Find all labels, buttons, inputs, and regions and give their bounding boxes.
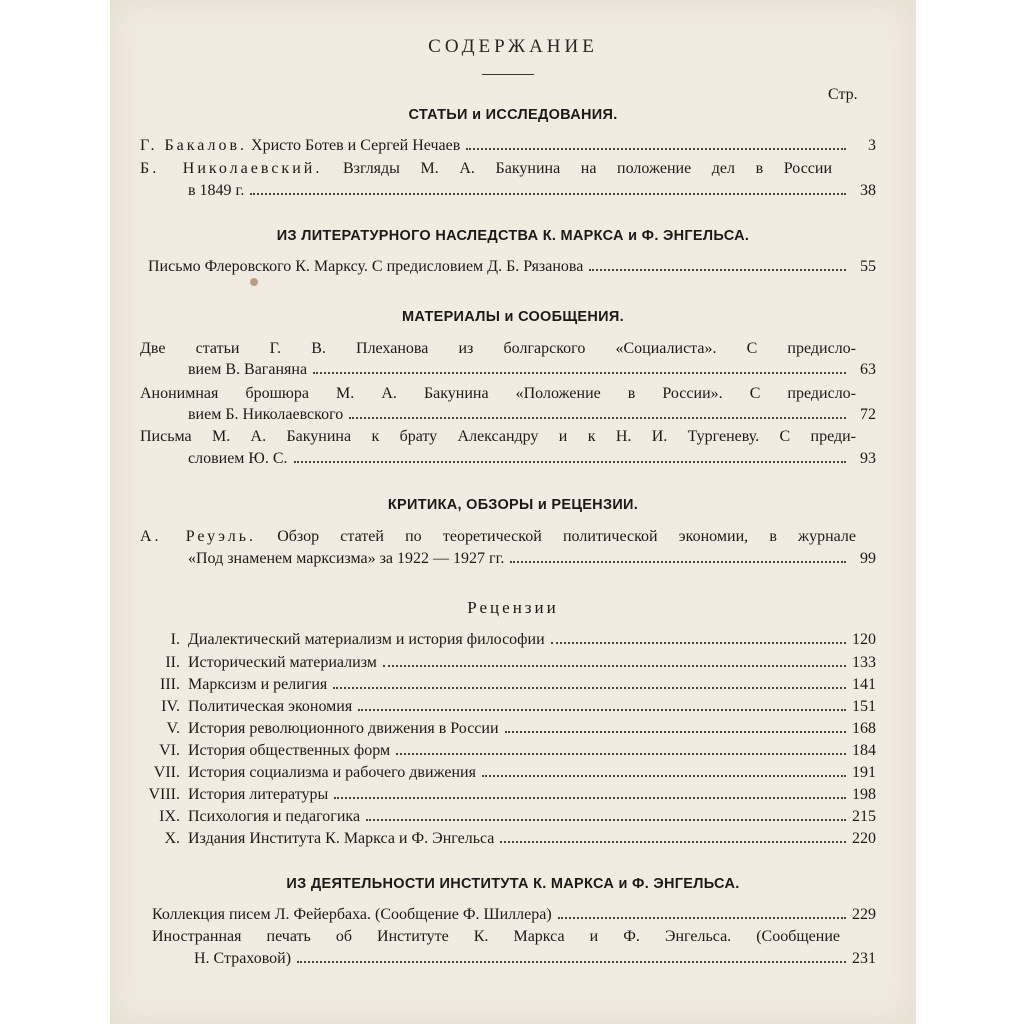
entry-page: 55 — [860, 258, 876, 275]
toc-entry — [188, 406, 876, 424]
section-heading-critique: КРИТИКА, ОБЗОРЫ и РЕЦЕНЗИИ. — [387, 497, 639, 513]
toc-entry-line: Письма М. А. Бакунина к брату Александру и к Н. И. Тургеневу. С преди- — [140, 428, 856, 445]
entry-title: Взгляды М. А. Бакунина на положение дел в России — [342, 160, 833, 177]
toc-entry-line: Анонимная брошюра М. А. Бакунина «Положение в России». С предисло- — [140, 385, 856, 402]
entry-page: 63 — [860, 361, 876, 378]
review-entry: IV. Политическая экономия 151 — [161, 698, 876, 715]
entry-page: 72 — [860, 406, 876, 423]
entry-title-cont: «Под знаменем марксизма» за 1922 — 1927 гг. — [188, 550, 505, 567]
entry-page: 3 — [868, 137, 876, 154]
toc-entry-line: Иностранная печать об Институте К. Маркса и Ф. Энгельса. (Сообщение — [152, 928, 840, 945]
entry-author: Г. Бакалов. — [140, 137, 248, 154]
toc-entry — [188, 182, 876, 200]
entry-page: 229 — [852, 906, 876, 923]
review-entry: VII. История социализма и рабочего движения 191 — [153, 764, 876, 781]
reviews-heading: Рецензии — [467, 598, 559, 617]
toc-entry — [188, 361, 876, 379]
toc-entry — [148, 258, 876, 276]
entry-author: А. Реуэль. — [140, 528, 256, 545]
toc-entry — [188, 550, 876, 568]
document-page — [110, 0, 916, 1024]
entry-author: Б. Николаевский. — [140, 160, 323, 177]
toc-entry — [194, 950, 876, 968]
entry-page: 231 — [852, 950, 876, 967]
review-entry: VI. История общественных форм 184 — [159, 742, 876, 759]
entry-title-cont: словием Ю. С. — [188, 450, 288, 467]
entry-title: Обзор статей по теоретической политической экономии, в журнале — [277, 528, 856, 545]
section-heading-articles: СТАТЬИ и ИССЛЕДОВАНИЯ. — [408, 107, 618, 123]
review-entry: V. История революционного движения в России 168 — [166, 720, 876, 737]
toc-entry — [152, 906, 876, 924]
entry-title: Христо Ботев и Сергей Нечаев — [251, 137, 461, 154]
review-entry: III. Марксизм и религия 141 — [160, 676, 876, 693]
entry-title: Коллекция писем Л. Фейербаха. (Сообщение Ф. Шиллера) — [152, 906, 552, 923]
entry-page: 38 — [860, 182, 876, 199]
review-entry: X. Издания Института К. Маркса и Ф. Энгельса 220 — [164, 830, 876, 847]
entry-page: 93 — [860, 450, 876, 467]
section-heading-legacy: ИЗ ЛИТЕРАТУРНОГО НАСЛЕДСТВА К. МАРКСА и Ф. ЭНГЕЛЬСА. — [276, 228, 750, 244]
section-heading-materials: МАТЕРИАЛЫ и СООБЩЕНИЯ. — [402, 309, 624, 325]
section-heading-institute: ИЗ ДЕЯТЕЛЬНОСТИ ИНСТИТУТА К. МАРКСА и Ф. ЭНГЕЛЬСА. — [286, 876, 740, 892]
toc-entry — [188, 450, 876, 468]
entry-title-cont: вием Б. Николаевского — [188, 406, 344, 423]
toc-entry-line — [140, 528, 856, 546]
toc-entry-line — [140, 160, 832, 178]
entry-title: Письмо Флеровского К. Марксу. С предисловием Д. Б. Рязанова — [148, 258, 584, 275]
toc-entry-line: Две статьи Г. В. Плеханова из болгарского «Социалиста». С предисло- — [140, 340, 856, 357]
entry-title-cont: Н. Страховой) — [194, 950, 292, 967]
entry-page: 99 — [860, 550, 876, 567]
review-entry: I. Диалектический материализм и история философии 120 — [170, 631, 876, 648]
review-entry: VIII. История литературы 198 — [148, 786, 876, 803]
review-entry: IX. Психология и педагогика 215 — [159, 808, 876, 825]
page-title: СОДЕРЖАНИЕ — [428, 36, 598, 57]
review-entry: II. Исторический материализм 133 — [165, 654, 876, 671]
page-column-label: Стр. — [828, 86, 858, 103]
entry-title-cont: в 1849 г. — [188, 182, 245, 199]
title-divider — [482, 74, 534, 75]
ink-blot — [250, 278, 258, 286]
entry-title-cont: вием В. Ваганяна — [188, 361, 308, 378]
toc-entry — [140, 137, 876, 155]
